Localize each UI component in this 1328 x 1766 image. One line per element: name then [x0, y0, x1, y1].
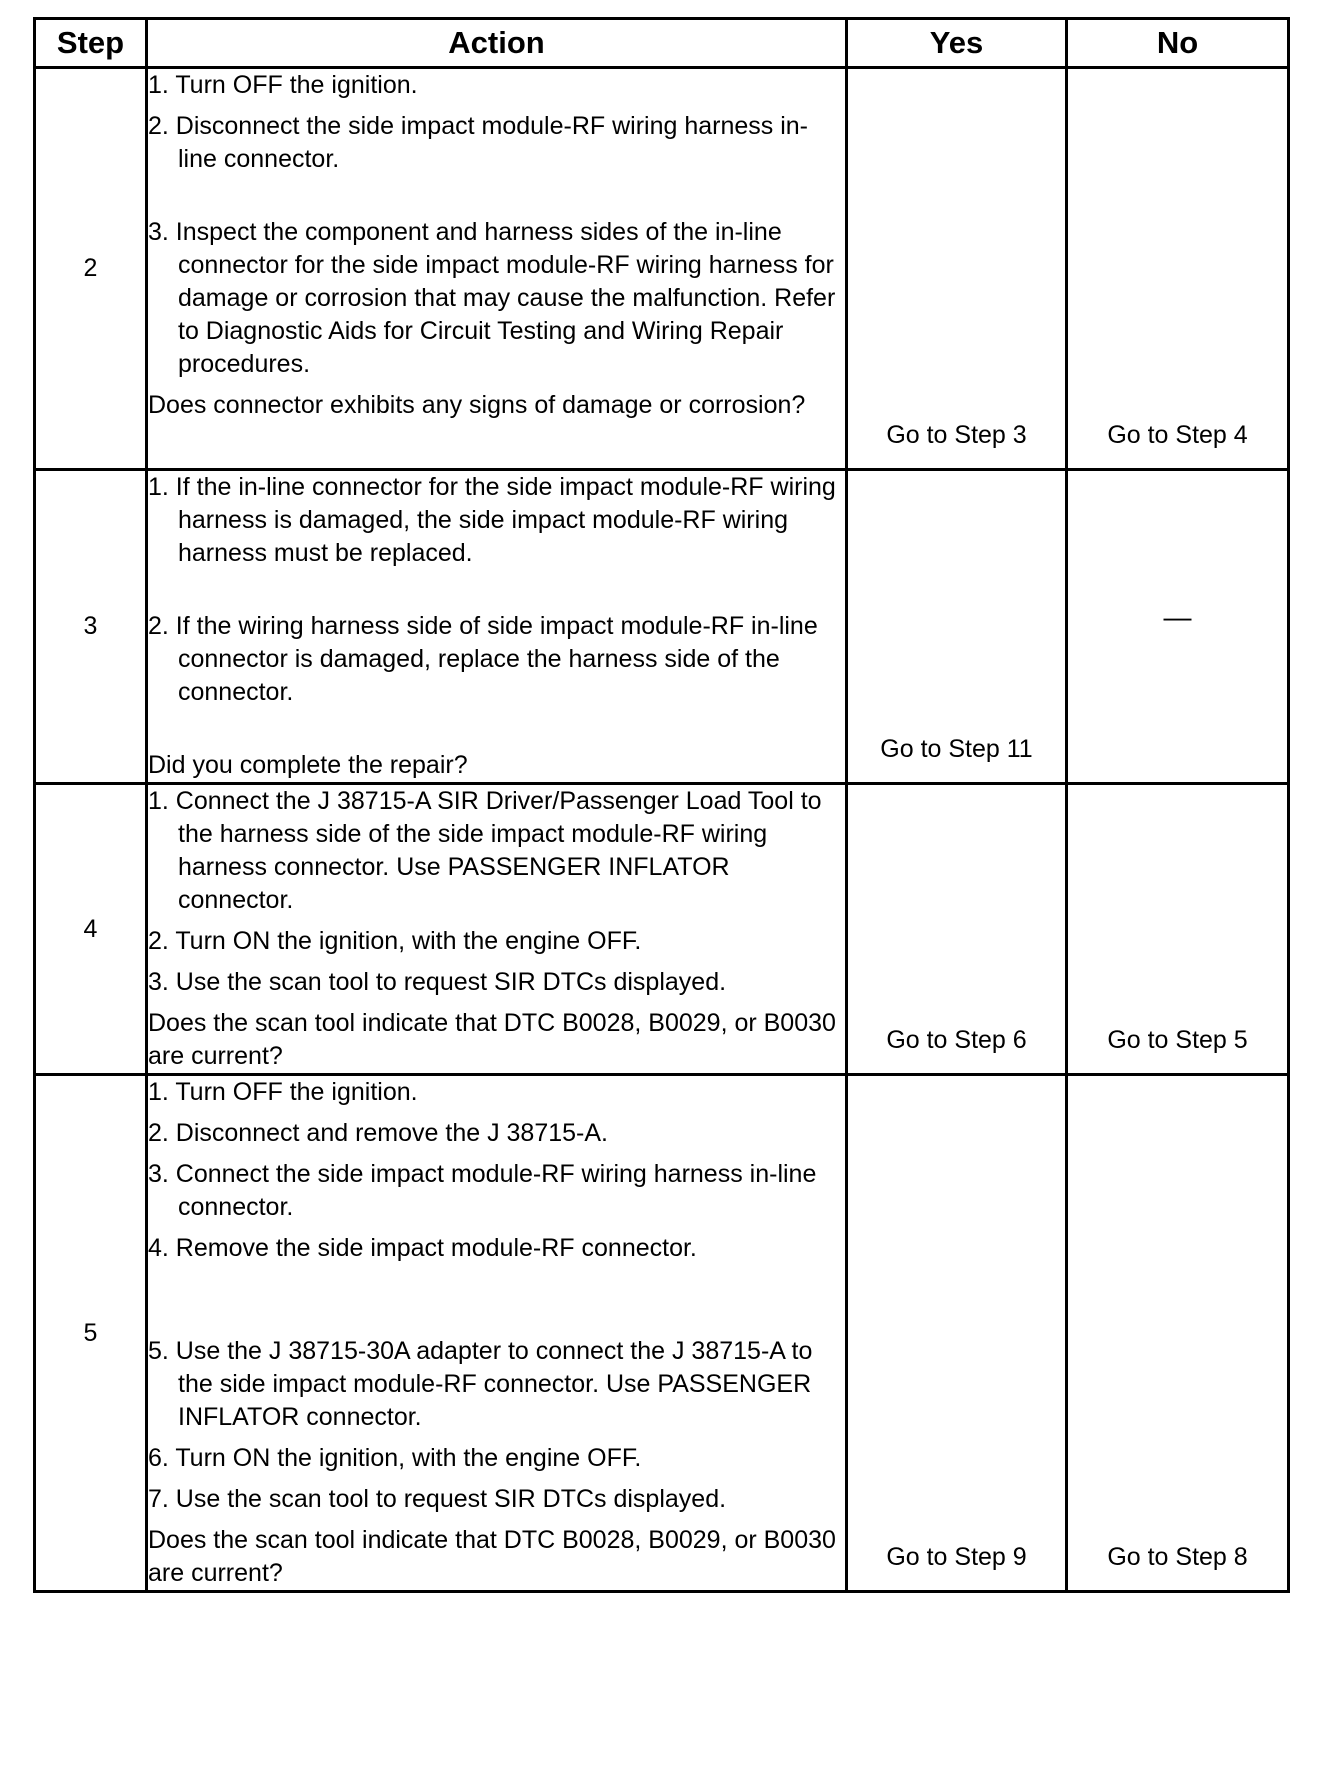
- no-result-dash: —: [1163, 600, 1192, 632]
- step-number: 2: [35, 68, 147, 470]
- yes-result: Go to Step 9: [886, 1543, 1027, 1571]
- no-cell: [1067, 784, 1289, 1075]
- no-result: Go to Step 5: [1107, 1026, 1248, 1054]
- action-cell: [147, 68, 847, 470]
- action-item: 3. Use the scan tool to request SIR DTCs displayed.: [148, 968, 727, 996]
- action-item: 7. Use the scan tool to request SIR DTCs displayed.: [148, 1485, 727, 1513]
- action-item: 1. Turn OFF the ignition.: [148, 1078, 418, 1106]
- action-cell: [147, 784, 847, 1075]
- table-row: [35, 1075, 1289, 1592]
- action-cell: [147, 1075, 847, 1592]
- yes-result: Go to Step 11: [880, 735, 1033, 763]
- no-cell: [1067, 68, 1289, 470]
- yes-cell: [847, 1075, 1067, 1592]
- action-item: 4. Remove the side impact module-RF connector.: [148, 1234, 697, 1262]
- action-item: 1. Turn OFF the ignition.: [148, 71, 418, 99]
- yes-result: Go to Step 6: [886, 1026, 1027, 1054]
- action-item: 3. Connect the side impact module-RF wiring harness in-line connector.: [148, 1160, 817, 1221]
- action-cell: [147, 470, 847, 784]
- no-result: Go to Step 4: [1107, 421, 1248, 449]
- header-step: Step: [35, 19, 147, 68]
- action-question: Does connector exhibits any signs of damage or corrosion?: [148, 391, 806, 419]
- action-item: 1. If the in-line connector for the side impact module-RF wiring harness is damaged, the side impact module-RF wiring harness must be replaced.: [148, 473, 836, 567]
- yes-result: Go to Step 3: [886, 421, 1027, 449]
- table-row: [35, 784, 1289, 1075]
- step-number: 3: [35, 470, 147, 784]
- yes-cell: [847, 68, 1067, 470]
- action-item: 2. If the wiring harness side of side impact module-RF in-line connector is damaged, replace the harness side of the connector.: [148, 612, 818, 706]
- action-item: 5. Use the J 38715-30A adapter to connect the J 38715-A to the side impact module-RF connector. Use PASSENGER INFLATOR connector.: [148, 1337, 813, 1431]
- step-number: 4: [35, 784, 147, 1075]
- yes-cell: [847, 470, 1067, 784]
- table-row: [35, 68, 1289, 470]
- action-question: Did you complete the repair?: [148, 751, 468, 779]
- no-result: Go to Step 8: [1107, 1543, 1248, 1571]
- action-question: Does the scan tool indicate that DTC B0028, B0029, or B0030 are current?: [148, 1526, 836, 1587]
- no-cell: [1067, 470, 1289, 784]
- diagnostic-table: [33, 17, 1290, 1593]
- action-item: 3. Inspect the component and harness sides of the in-line connector for the side impact module-RF wiring harness for damage or corrosion that may cause the malfunction. Refer to Diagnostic Aids for Circuit Testing and Wiring Repair procedures.: [148, 218, 836, 378]
- header-no: No: [1067, 19, 1289, 68]
- no-cell: [1067, 1075, 1289, 1592]
- action-item: 2. Disconnect and remove the J 38715-A.: [148, 1119, 608, 1147]
- header-yes: Yes: [847, 19, 1067, 68]
- action-item: 2. Turn ON the ignition, with the engine OFF.: [148, 927, 642, 955]
- yes-cell: [847, 784, 1067, 1075]
- header-action: Action: [147, 19, 847, 68]
- action-item: 2. Disconnect the side impact module-RF wiring harness in-line connector.: [148, 112, 808, 173]
- header-row: [35, 19, 1289, 68]
- action-item: 6. Turn ON the ignition, with the engine OFF.: [148, 1444, 642, 1472]
- action-question: Does the scan tool indicate that DTC B0028, B0029, or B0030 are current?: [148, 1009, 836, 1070]
- step-number: 5: [35, 1075, 147, 1592]
- table-row: [35, 470, 1289, 784]
- action-item: 1. Connect the J 38715-A SIR Driver/Passenger Load Tool to the harness side of the side impact module-RF wiring harness connector. Use PASSENGER INFLATOR connector.: [148, 787, 822, 914]
